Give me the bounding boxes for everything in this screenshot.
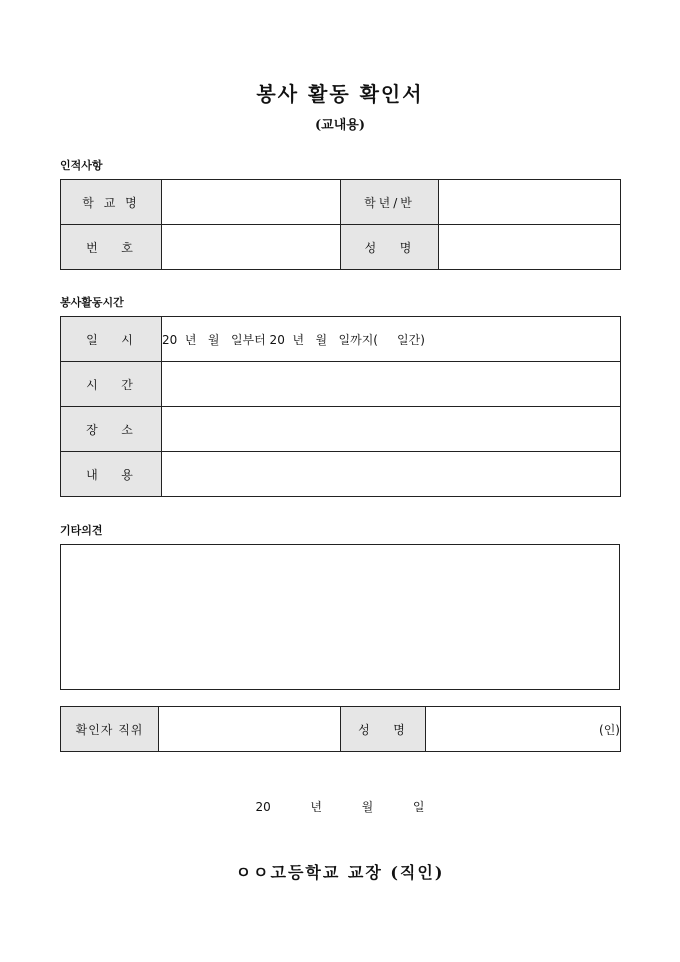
student-number-label: 번 호	[61, 225, 162, 270]
activity-place-label: 장 소	[61, 407, 162, 452]
confirmer-position-field[interactable]	[159, 707, 341, 752]
issue-date-line: 20 년 월 일	[255, 800, 425, 814]
confirmer-name-label: 성 명	[341, 707, 426, 752]
activity-date-label: 일 시	[61, 317, 162, 362]
personal-section-label: 인적사항	[60, 159, 103, 172]
activity-section-label: 봉사활동시간	[60, 296, 124, 309]
activity-content-field[interactable]	[162, 452, 621, 497]
confirmer-seal-field[interactable]: (인)	[426, 707, 621, 752]
grade-class-field[interactable]	[439, 180, 621, 225]
confirmer-row	[61, 707, 621, 752]
confirmer-table	[60, 706, 621, 752]
number-name-row	[61, 225, 621, 270]
school-name-label: 학 교 명	[61, 180, 162, 225]
school-grade-row	[61, 180, 621, 225]
activity-place-field[interactable]	[162, 407, 621, 452]
document-title: 봉사 활동 확인서	[256, 82, 424, 106]
student-name-label: 성 명	[341, 225, 439, 270]
student-name-field[interactable]	[439, 225, 621, 270]
activity-place-row	[61, 407, 621, 452]
personal-info-table	[60, 179, 621, 270]
grade-class-label: 학년/반	[341, 180, 439, 225]
activity-table	[60, 316, 621, 497]
activity-time-label: 시 간	[61, 362, 162, 407]
activity-date-row	[61, 317, 621, 362]
notes-field[interactable]	[60, 544, 620, 690]
activity-content-label: 내 용	[61, 452, 162, 497]
activity-date-field[interactable]: 20 년 월 일부터 20 년 월 일까지( 일간)	[162, 317, 621, 362]
activity-time-field[interactable]	[162, 362, 621, 407]
activity-content-row	[61, 452, 621, 497]
activity-time-row	[61, 362, 621, 407]
notes-section-label: 기타의견	[60, 524, 103, 537]
school-principal-line: ㅇㅇ고등학교 교장 (직인)	[235, 863, 445, 882]
student-number-field[interactable]	[162, 225, 341, 270]
document-subtitle: (교내용)	[315, 118, 365, 133]
confirmer-position-label: 확인자 직위	[61, 707, 159, 752]
school-name-field[interactable]	[162, 180, 341, 225]
